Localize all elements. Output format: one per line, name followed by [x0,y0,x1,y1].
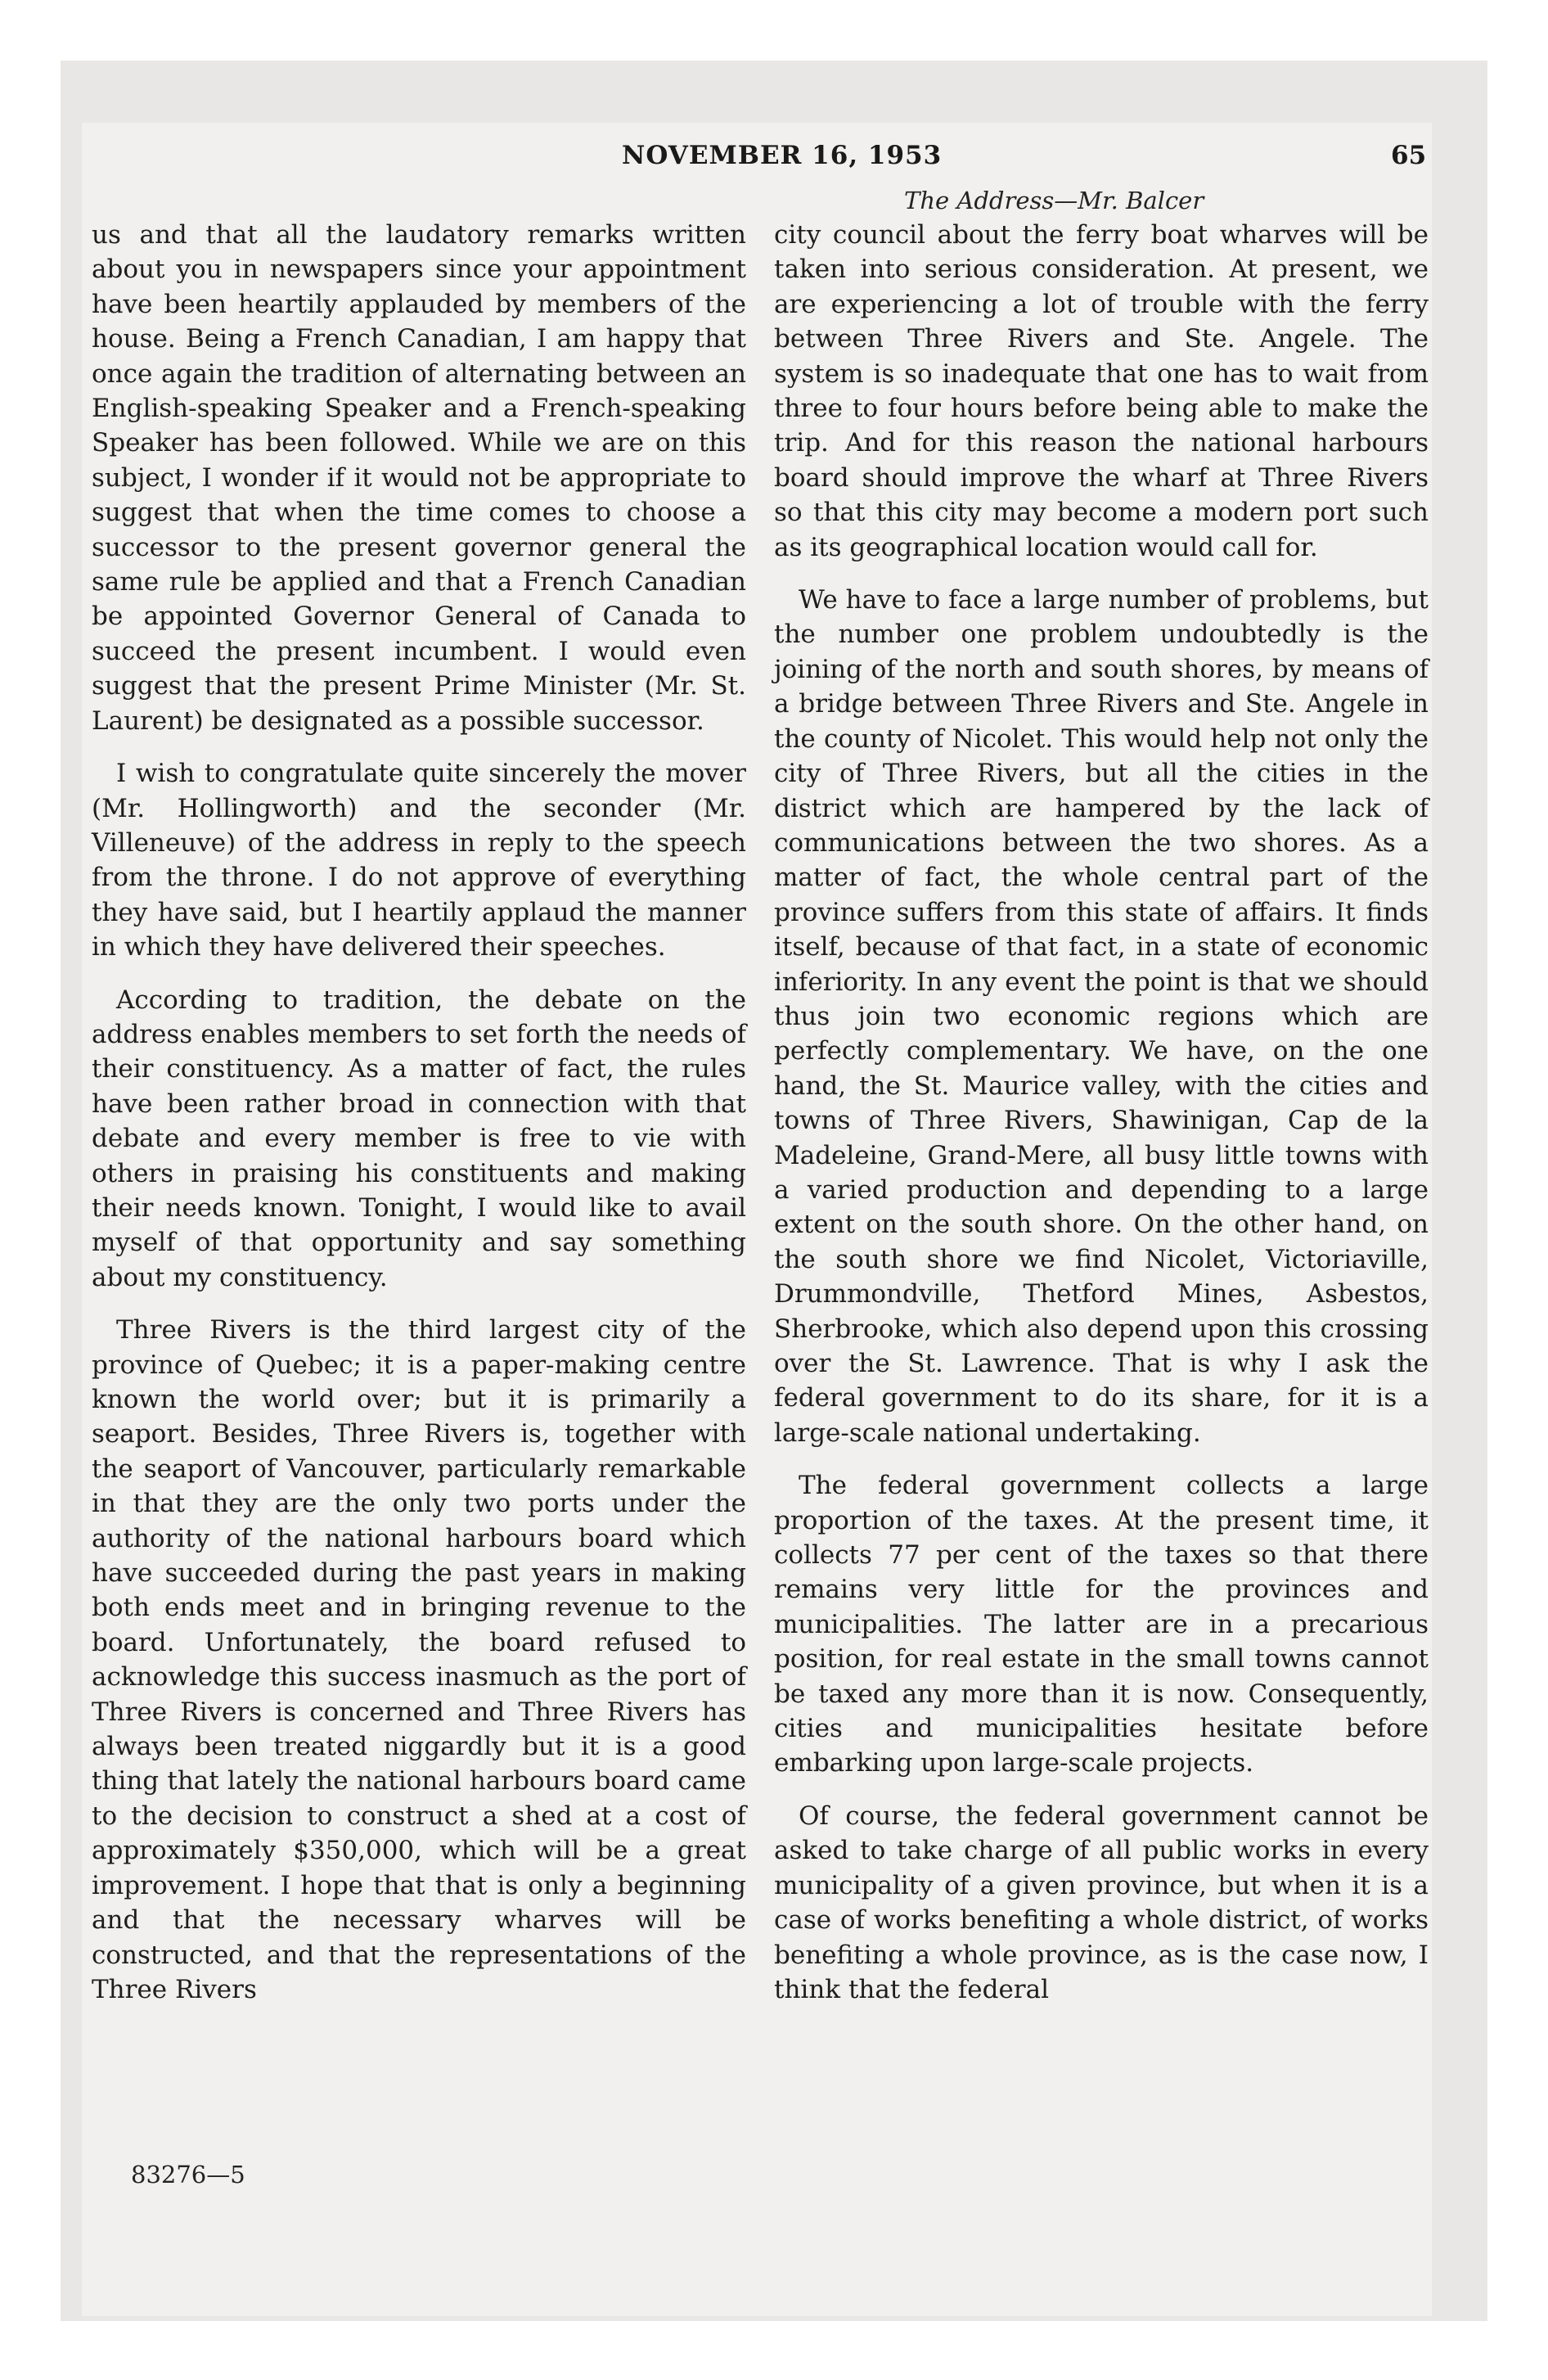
paragraph: According to tradition, the debate on the address enables members to set forth the needs of their constituency. As a matter of fact, the rules have been rather broad in connection with that debate and every member is free to vie with others in praising his constituents and making their needs known. Tonight, I would like to avail myself of that opportunity and say something about my constituency. [92,985,746,1292]
paragraph: I wish to congratulate quite sincerely the mover (Mr. Hollingworth) and the seconder (Mr. Villeneuve) of the address in reply to the speech from the throne. I do not approve of everything they have said, but I heartily applaud the manner in which they have delivered their speeches. [92,759,746,962]
running-head: The Address—Mr. Balcer [904,187,1204,214]
paragraph: We have to face a large number of problems, but the number one problem undoubtedly is the joining of the north and south shores, by means of a bridge between Three Rivers and Ste. Angele in the county of Nicolet. This would help not only the city of Three Rivers, but all the cities in the district which are hampered by the lack of communications between the two shores. As a matter of fact, the whole central part of the province suffers from this state of affairs. It finds itself, because of that fact, in a state of economic inferiority. In any event the point is that we should thus join two economic regions which are perfectly complementary. We have, on the one hand, the St. Maurice valley, with the cities and towns of Three Rivers, Shawinigan, Cap de la Madeleine, Grand-Mere, all busy little towns with a varied production and depending to a large extent on the south shore. On the other hand, on the south shore we find Nicolet, Victoriaville, Drummondville, Thetford Mines, Asbestos, Sherbrooke, which also depend upon this crossing over the St. Lawrence. That is why I ask the federal government to do its share, for it is a large-scale national undertaking. [774,585,1429,1448]
right-column [774,218,1429,2025]
paragraph: us and that all the laudatory remarks written about you in newspapers since your appointment have been heartily applauded by members of the house. Being a French Canadian, I am happy that once again the tradition of alternating between an English-speaking Speaker and a French-speaking Speaker has been followed. While we are on this subject, I wonder if it would not be appropriate to suggest that when the time comes to choose a successor to the present governor general the same rule be applied and that a French Canadian be appointed Governor General of Canada to succeed the present incumbent. I would even suggest that the present Prime Minister (Mr. St. Laurent) be designated as a possible successor. [92,220,746,736]
paragraph: city council about the ferry boat wharves will be taken into serious consideration. At present, we are experiencing a lot of trouble with the ferry between Three Rivers and Ste. Angele. The system is so inadequate that one has to wait from three to four hours before being able to make the trip. And for this reason the national harbours board should improve the wharf at Three Rivers so that this city may become a modern port such as its geographical location would call for. [774,220,1429,562]
page-number: 65 [1391,141,1427,170]
paragraph: The federal government collects a large proportion of the taxes. At the present time, it collects 77 per cent of the taxes so that there remains very little for the provinces and municipalities. The latter are in a precarious position, for real estate in the small towns cannot be taxed any more than it is now. Consequently, cities and municipalities hesitate before embarking upon large-scale projects. [774,1471,1429,1778]
page-header [0,141,1548,182]
paragraph: Three Rivers is the third largest city of the province of Quebec; it is a paper-making centre known the world over; but it is primarily a seaport. Besides, Three Rivers is, together with the seaport of Vancouver, particularly remarkable in that they are the only two ports under the authority of the national harbours board which have succeeded during the past years in making both ends meet and in bringing revenue to the board. Unfortunately, the board refused to acknowledge this success inasmuch as the port of Three Rivers is concerned and Three Rivers has always been treated niggardly but it is a good thing that lately the national harbours board came to the decision to construct a shed at a cost of approximately $350,000, which will be a great improvement. I hope that that is only a beginning and that the necessary wharves will be constructed, and that the representations of the Three Rivers [92,1315,746,2004]
paragraph: Of course, the federal government cannot be asked to take charge of all public works in every municipality of a given province, but when it is a case of works benefiting a whole district, of works benefiting a whole province, as is the case now, I think that the federal [774,1801,1429,2004]
header-date: NOVEMBER 16, 1953 [622,141,943,170]
footnote: 83276—5 [131,2161,245,2188]
left-column [92,218,746,2025]
